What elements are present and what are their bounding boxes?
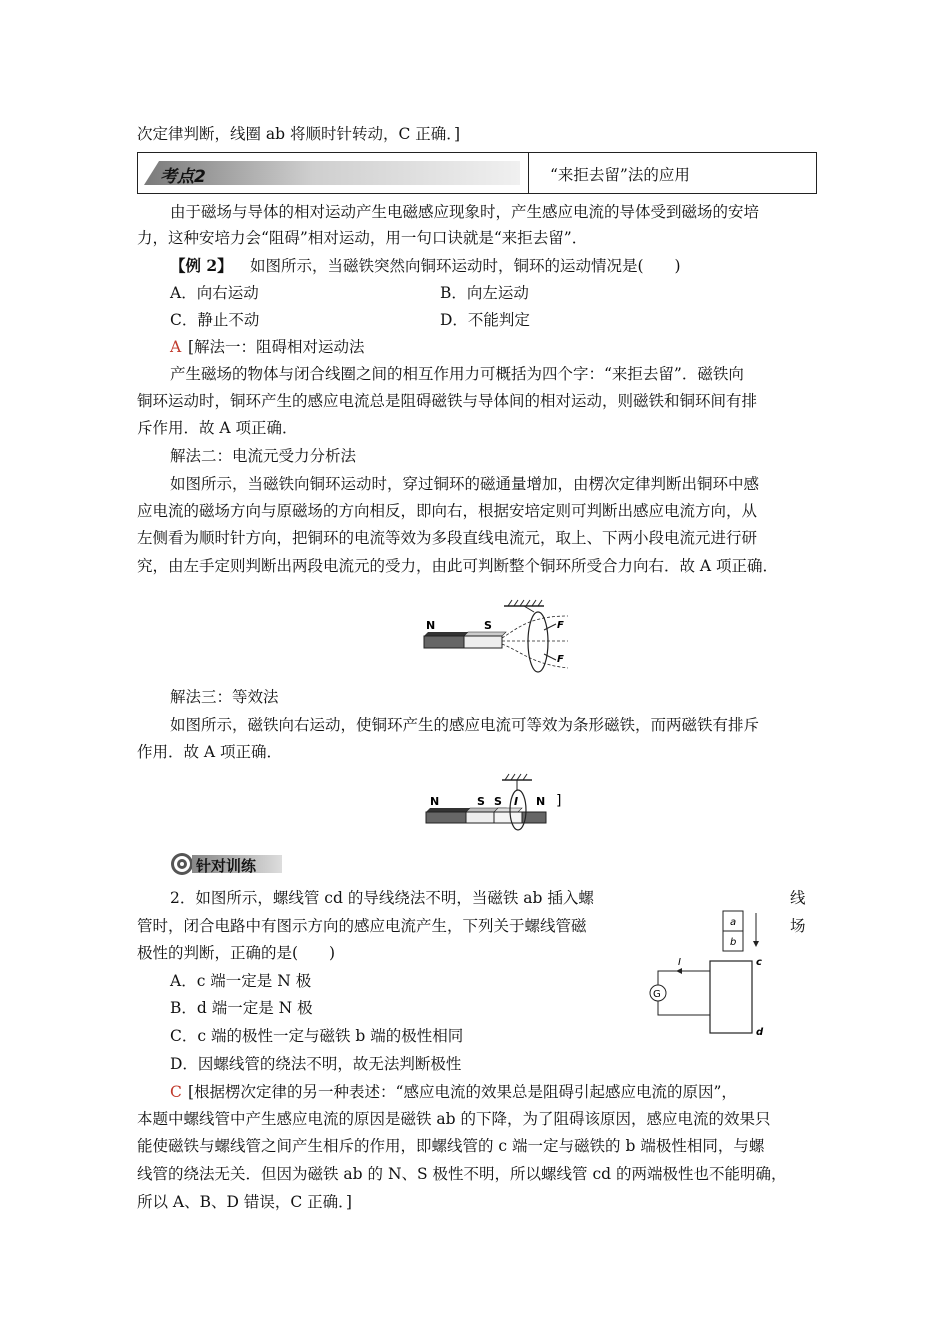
q2-option-b: B．d 端一定是 N 极	[170, 999, 313, 1017]
answer2-line-5: 所以 A、B、D 错误，C 正确．]	[137, 1193, 352, 1211]
q2-option-d: D．因螺线管的绕法不明，故无法判断极性	[170, 1055, 462, 1073]
section-header	[137, 152, 817, 194]
answer1-heading: [解法一：阻碍相对运动法	[188, 338, 365, 356]
fig2-bracket: ]	[556, 793, 562, 809]
q2-line-1: 2．如图所示，螺线管 cd 的导线绕法不明，当磁铁 ab 插入螺	[170, 889, 594, 907]
answer2-letter: C	[170, 1083, 182, 1101]
fig3-a-label: a	[730, 917, 737, 928]
answer1-line-1: 产生磁场的物体与闭合线圈之间的相互作用力可概括为四个字：“来拒去留”．磁铁向	[170, 365, 744, 383]
fig2-s2-label: S	[494, 795, 502, 808]
example-option-a: A．向右运动	[170, 284, 259, 302]
method3-line-2: 作用．故 A 项正确．	[137, 743, 283, 761]
intro-line-1: 由于磁场与导体的相对运动产生电磁感应现象时，产生感应电流的导体受到磁场的安培	[170, 203, 760, 221]
fig2-n1-label: N	[430, 795, 440, 808]
method3-heading: 解法三：等效法	[170, 688, 279, 706]
method2-line-2: 应电流的磁场方向与原磁场的方向相反，即向右，根据安培定则可判断出感应电流方向，从	[137, 502, 758, 520]
figure-solenoid-circuit	[640, 905, 775, 1045]
answer1-line-2: 铜环运动时，铜环产生的感应电流总是阻碍磁铁与导体间的相对运动，则磁铁和铜环间有排	[137, 392, 758, 410]
training-label: 针对训练	[196, 857, 257, 875]
intro-line-2: 力，这种安培力会“阻碍”相对运动，用一句口诀就是“来拒去留”．	[137, 229, 588, 247]
answer1-letter: A	[170, 338, 182, 356]
answer2-line-4: 线管的绕法无关．但因为磁铁 ab 的 N、S 极性不明，所以螺线管 cd 的两端极性也不能明确，	[137, 1165, 787, 1183]
fig2-n2-label: N	[536, 795, 546, 808]
method2-heading: 解法二：电流元受力分析法	[170, 447, 357, 465]
answer2-line-3: 能使磁铁与螺线管之间产生相斥的作用，即螺线管的 c 端一定与磁铁的 b 端极性相同，与螺	[137, 1137, 765, 1155]
method3-line-1: 如图所示，磁铁向右运动，使铜环产生的感应电流可等效为条形磁铁，而两磁铁有排斥	[170, 716, 760, 734]
method2-line-1: 如图所示，当磁铁向铜环运动时，穿过铜环的磁通量增加，由楞次定律判断出铜环中感	[170, 475, 760, 493]
example-option-c: C．静止不动	[170, 311, 260, 329]
fig2-i-label: I	[514, 795, 519, 808]
section-badge: 考点2	[160, 167, 206, 187]
q2-line-3: 极性的判断，正确的是( )	[137, 944, 336, 962]
target-icon	[170, 852, 194, 876]
method2-line-3: 左侧看为顺时针方向，把铜环的电流等效为多段直线电流元，取上、下两小段电流元进行研	[137, 529, 758, 547]
figure-equivalent-magnets	[422, 772, 572, 834]
figure-magnet-ring	[418, 594, 578, 676]
answer1-line-3: 斥作用．故 A 项正确．	[137, 419, 298, 437]
fig2-s1-label: S	[477, 795, 485, 808]
fig3-i-label: I	[678, 957, 681, 968]
section-badge-cell	[138, 153, 529, 193]
fig1-n-label: N	[426, 619, 436, 632]
fig3-b-label: b	[730, 937, 737, 948]
example-question: 如图所示，当磁铁突然向铜环运动时，铜环的运动情况是( )	[250, 257, 681, 275]
method2-line-4: 究，由左手定则判断出两段电流元的受力，由此可判断整个铜环所受合力向右．故 A 项正确．	[137, 557, 779, 575]
q2-line-2: 管时，闭合电路中有图示方向的感应电流产生，下列关于螺线管磁	[137, 917, 587, 935]
q2-option-a: A．c 端一定是 N 极	[170, 972, 312, 990]
example-option-d: D．不能判定	[440, 311, 530, 329]
section-title: “来拒去留”法的应用	[550, 166, 690, 184]
q2-side-2: 场	[790, 917, 806, 935]
answer2-line-1: [根据楞次定律的另一种表述：“感应电流的效果总是阻碍引起感应电流的原因”，	[188, 1083, 737, 1101]
fig1-f-top: F	[557, 620, 564, 631]
q2-option-c: C．c 端的极性一定与磁铁 b 端的极性相同	[170, 1027, 464, 1045]
answer2-line-2: 本题中螺线管中产生感应电流的原因是磁铁 ab 的下降，为了阻碍该原因，感应电流的效果只	[137, 1110, 771, 1128]
fig1-f-bottom: F	[557, 654, 564, 665]
fig3-c-label: c	[756, 957, 762, 968]
fig3-d-label: d	[756, 1027, 764, 1038]
training-header	[170, 852, 290, 876]
top-line: 次定律判断，线圈 ab 将顺时针转动，C 正确．]	[137, 125, 461, 143]
example-label: 【例 2】	[170, 256, 233, 275]
fig1-s-label: S	[484, 619, 492, 632]
fig3-g-label: G	[653, 989, 661, 1000]
q2-side-1: 线	[790, 889, 806, 907]
example-option-b: B．向左运动	[440, 284, 529, 302]
